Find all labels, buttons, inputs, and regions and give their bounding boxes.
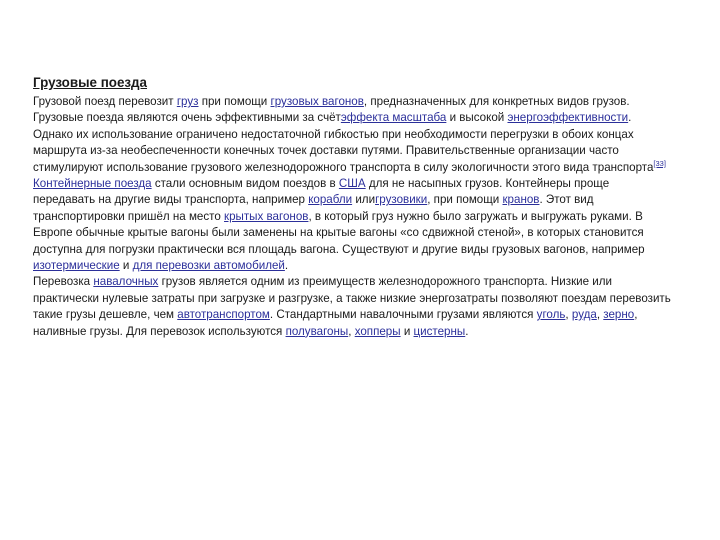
- article-link[interactable]: руда: [571, 308, 597, 322]
- article-link[interactable]: навалочных: [93, 275, 159, 289]
- text-run: ,: [348, 324, 355, 338]
- article-link[interactable]: крытых вагонов: [224, 209, 309, 223]
- article-link[interactable]: США: [338, 177, 366, 191]
- text-run: грузов является одним из преимуществ железнодорожного транспорта. Низкие или практически нулевые затраты при загрузке и разгрузке, а также низкие энергозатраты позволяют поездам перевозить такие грузы дешевле, чем: [33, 275, 671, 322]
- text-run: и: [400, 324, 414, 338]
- text-run: .: [465, 324, 469, 338]
- article-link[interactable]: грузовых вагонов: [270, 95, 364, 108]
- text-run: ,: [596, 308, 604, 322]
- article-link[interactable]: Контейнерные поезда: [33, 177, 152, 191]
- article-link[interactable]: зерно: [603, 308, 635, 322]
- paragraph-freight-trains: [33, 94, 673, 176]
- text-run: при помощи: [198, 95, 271, 108]
- article-link[interactable]: груз: [176, 95, 199, 108]
- article-link[interactable]: автотранспортом: [177, 308, 270, 322]
- text-run: ,: [565, 308, 572, 322]
- text-run: . Однако их использование ограничено недостаточной гибкостью при необходимости перегрузки в обоих концах маршрута из-за необеспеченности конечных точек доставки путями. Правительственные организации часто стимулируют использование грузового железнодорожного транспорта в силу экологичности этого вида транспорта: [33, 111, 654, 174]
- article-link[interactable]: энергоэффективности: [507, 111, 629, 125]
- paragraph-bulk-cargo: [33, 274, 673, 340]
- article-link[interactable]: уголь: [536, 308, 566, 322]
- article-link[interactable]: изотермические: [33, 259, 120, 273]
- article-link[interactable]: эффекта масштаба: [340, 111, 447, 125]
- article-link[interactable]: кранов: [502, 193, 540, 207]
- text-run: . Этот вид транспортировки пришёл на место: [33, 193, 594, 223]
- text-run: , предназначенных для конкретных видов грузов. Грузовые поезда являются очень эффективными за счёт: [33, 95, 630, 125]
- text-run: стали основным видом поездов в: [151, 177, 339, 191]
- text-run: .: [284, 259, 289, 273]
- article-link[interactable]: корабли: [308, 193, 353, 207]
- text-run: Перевозка: [33, 275, 94, 289]
- text-run: Грузовой поезд перевозит: [33, 95, 177, 108]
- section-heading: Грузовые поезда: [33, 75, 148, 90]
- text-run: и высокой: [446, 111, 508, 125]
- article-link[interactable]: цистерны: [413, 324, 466, 338]
- text-run: , при помощи: [427, 193, 503, 207]
- text-run: или: [352, 193, 376, 207]
- article-link[interactable]: хопперы: [354, 324, 401, 338]
- article-link[interactable]: полувагоны: [285, 324, 349, 338]
- article-body: [33, 74, 673, 340]
- text-run: , наливные грузы. Для перевозок используются: [33, 308, 638, 338]
- citation-link[interactable]: [33]: [653, 158, 666, 168]
- article-link[interactable]: для перевозки автомобилей: [132, 259, 285, 273]
- citation-sup: [653, 159, 666, 168]
- article-link[interactable]: грузовики: [375, 193, 428, 207]
- text-run: для не насыпных грузов. Контейнеры проще передавать на другие виды транспорта, например: [33, 177, 610, 207]
- text-run: и: [119, 259, 133, 273]
- text-run: , в который груз нужно было загружать и выгружать руками. В Европе обычные крытые вагоны были заменены на крытые вагоны «со сдвижной стеной», в которых становится доступна для погрузки практически вся площадь вагона. Существуют и другие виды грузовых вагонов, например: [33, 209, 645, 256]
- text-run: . Стандартными навалочными грузами являются: [269, 308, 537, 322]
- paragraph-container-trains: [33, 176, 673, 274]
